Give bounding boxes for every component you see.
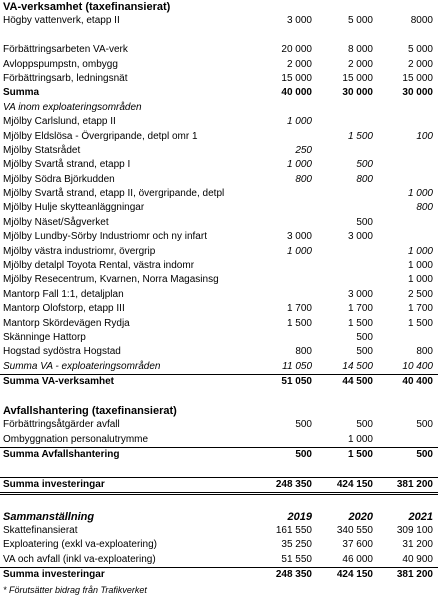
table-row	[0, 495, 438, 509]
row-label: VA inom exploateringsområden	[3, 101, 142, 113]
row-label: Mjölby detalpl Toyota Rental, västra indomr	[3, 260, 195, 272]
table-row	[0, 201, 438, 215]
table-row	[0, 0, 438, 14]
value-2019: 40 000	[281, 87, 312, 99]
value-2020: 1 500	[347, 449, 373, 461]
value-2021: 31 200	[402, 539, 433, 551]
value-2020: 2 000	[347, 58, 373, 70]
row-label: Mantorp Skördevägen Rydja	[3, 317, 130, 329]
table-row	[0, 390, 438, 404]
value-2019: 3 000	[286, 231, 312, 243]
row-label: Mjölby Lundby-Sörby Industriomr och ny infart	[3, 231, 207, 243]
table-row	[0, 302, 438, 316]
value-2020: 1 000	[347, 433, 373, 445]
table-row	[0, 29, 438, 43]
value-2020: 2020	[348, 510, 373, 523]
value-2019: 248 350	[275, 478, 312, 490]
row-label: Mantorp Olofstorp, etapp III	[3, 303, 125, 315]
row-label: Skänninge Hattorp	[3, 331, 86, 343]
row-label: Mjölby Svartå strand, etapp II, övergripande, detpl	[3, 188, 225, 200]
table-row	[0, 158, 438, 172]
row-label: Högby vattenverk, etapp II	[3, 15, 120, 27]
row-label: Summa Avfallshantering	[3, 449, 120, 461]
table-row	[0, 288, 438, 302]
value-2021: 309 100	[396, 525, 433, 537]
value-2020: 30 000	[342, 87, 373, 99]
value-2019: 2019	[287, 510, 312, 523]
table-row	[0, 331, 438, 345]
value-2021: 1 000	[407, 188, 433, 200]
value-2020: 500	[356, 159, 373, 171]
table-row	[0, 273, 438, 287]
value-2021: 1 000	[407, 274, 433, 286]
row-label: Förbättringsarbeten VA-verk	[3, 44, 128, 56]
value-2021: 2 000	[407, 58, 433, 70]
value-2021: 800	[416, 202, 433, 214]
row-label: Avfallshantering (taxefinansierat)	[3, 404, 177, 417]
table-row	[0, 510, 438, 524]
table-row	[0, 130, 438, 144]
row-label: Mjölby Resecentrum, Kvarnen, Norra Magasinsg	[3, 274, 219, 286]
value-2019: 11 050	[282, 360, 312, 372]
row-label: Mjölby Carlslund, etapp II	[3, 116, 116, 128]
row-label: Hogstad sydöstra Hogstad	[3, 346, 121, 358]
table-row	[0, 230, 438, 244]
value-2019: 1 000	[286, 116, 312, 128]
table-row	[0, 86, 438, 100]
value-2020: 424 150	[336, 478, 373, 490]
value-2019: 1 700	[286, 303, 312, 315]
value-2019: 500	[295, 419, 312, 431]
value-2021: 1 700	[407, 303, 433, 315]
value-2019: 35 250	[281, 539, 312, 551]
table-row	[0, 245, 438, 259]
value-2020: 1 700	[347, 303, 373, 315]
value-2020: 3 000	[347, 288, 373, 300]
table-row	[0, 360, 438, 374]
value-2019: 1 000	[286, 245, 312, 257]
value-2021: 15 000	[402, 72, 433, 84]
table-row	[0, 404, 438, 418]
table-row	[0, 374, 438, 389]
value-2020: 3 000	[347, 231, 373, 243]
table-row	[0, 433, 438, 447]
value-2021: 40 900	[402, 553, 433, 565]
value-2019: 800	[295, 346, 312, 358]
value-2019: 800	[295, 173, 312, 185]
table-row	[0, 43, 438, 57]
row-label: Mjölby Eldslösa - Övergripande, detpl omr 1	[3, 130, 198, 142]
value-2020: 500	[356, 346, 373, 358]
value-2021: 30 000	[402, 87, 433, 99]
value-2021: 100	[416, 130, 433, 142]
value-2020: 500	[356, 419, 373, 431]
value-2020: 500	[356, 331, 373, 343]
value-2021: 5 000	[407, 44, 433, 56]
table-row	[0, 173, 438, 187]
table-row	[0, 259, 438, 273]
table-row	[0, 418, 438, 432]
value-2020: 1 500	[347, 130, 373, 142]
value-2020: 500	[356, 216, 373, 228]
value-2020: 340 550	[336, 525, 373, 537]
value-2021: 381 200	[396, 569, 433, 581]
value-2019: 3 000	[286, 15, 312, 27]
value-2020: 8 000	[347, 44, 373, 56]
row-label: Summa VA - exploateringsområden	[3, 360, 161, 372]
value-2019: 15 000	[281, 72, 312, 84]
value-2019: 248 350	[275, 569, 312, 581]
value-2021: 381 200	[396, 478, 433, 490]
row-label: Avloppspumpstn, ombygg	[3, 58, 118, 70]
value-2021: 500	[416, 419, 433, 431]
value-2021: 2021	[408, 510, 433, 523]
table-row	[0, 101, 438, 115]
row-label: Mjölby Statsrådet	[3, 144, 81, 156]
value-2020: 5 000	[347, 15, 373, 27]
table-row	[0, 115, 438, 129]
row-label: VA och avfall (inkl va-exploatering)	[3, 553, 156, 565]
value-2019: 2 000	[286, 58, 312, 70]
value-2019: 51 050	[281, 376, 312, 388]
value-2021: 8000	[410, 15, 433, 27]
row-label: Förbättringsarb, ledningsnät	[3, 72, 128, 84]
table-row	[0, 187, 438, 201]
value-2021: 800	[416, 346, 433, 358]
table-row	[0, 553, 438, 567]
value-2019: 1 500	[286, 317, 312, 329]
value-2019: 51 550	[281, 553, 312, 565]
value-2020: 424 150	[336, 569, 373, 581]
table-row	[0, 524, 438, 538]
value-2020: 800	[356, 173, 373, 185]
value-2019: 161 550	[275, 525, 312, 537]
row-label: VA-verksamhet (taxefinansierat)	[3, 1, 171, 13]
row-label: Mjölby västra industriomr, övergrip	[3, 245, 156, 257]
row-label: Mjölby Svartå strand, etapp I	[3, 159, 131, 171]
row-label: Summa	[3, 87, 40, 99]
value-2020: 15 000	[342, 72, 373, 84]
row-label: Summa investeringar	[3, 569, 105, 581]
value-2021: 1 500	[407, 317, 433, 329]
table-row	[0, 463, 438, 477]
table-row	[0, 477, 438, 495]
table-row	[0, 58, 438, 72]
row-label: Summa VA-verksamhet	[3, 376, 114, 388]
row-label: Mjölby Södra Björkudden	[3, 173, 115, 185]
row-label: Sammanställning	[3, 510, 95, 523]
table-row	[0, 144, 438, 158]
row-label: Mantorp Fall 1:1, detaljplan	[3, 288, 124, 300]
value-2019: 250	[295, 144, 312, 156]
row-label: * Förutsätter bidrag från Trafikverket	[3, 584, 147, 595]
row-label: Mjölby Näset/Sågverket	[3, 216, 109, 228]
value-2021: 10 400	[402, 360, 433, 372]
value-2021: 40 400	[402, 376, 433, 388]
value-2019: 1 000	[286, 159, 312, 171]
table-row	[0, 72, 438, 86]
value-2021: 500	[416, 449, 433, 461]
row-label: Förbättringsåtgärder avfall	[3, 419, 120, 431]
table-row	[0, 216, 438, 230]
value-2019: 20 000	[281, 44, 312, 56]
value-2021: 2 500	[407, 288, 433, 300]
value-2021: 1 000	[407, 245, 433, 257]
value-2020: 46 000	[342, 553, 373, 565]
row-label: Mjölby Hulje skytteanläggningar	[3, 202, 145, 214]
value-2019: 500	[295, 449, 312, 461]
table-row	[0, 583, 438, 597]
value-2020: 1 500	[347, 317, 373, 329]
row-label: Summa investeringar	[3, 478, 105, 490]
table-row	[0, 317, 438, 331]
row-label: Exploatering (exkl va-exploatering)	[3, 539, 157, 551]
table-row	[0, 14, 438, 28]
table-row	[0, 447, 438, 462]
table-row	[0, 567, 438, 582]
row-label: Skattefinansierat	[3, 525, 78, 537]
row-label: Ombyggnation personalutrymme	[3, 433, 149, 445]
table-row	[0, 538, 438, 552]
value-2020: 14 500	[342, 360, 373, 372]
value-2020: 44 500	[342, 376, 373, 388]
value-2021: 1 000	[407, 260, 433, 272]
table-row	[0, 345, 438, 359]
value-2020: 37 600	[342, 539, 373, 551]
